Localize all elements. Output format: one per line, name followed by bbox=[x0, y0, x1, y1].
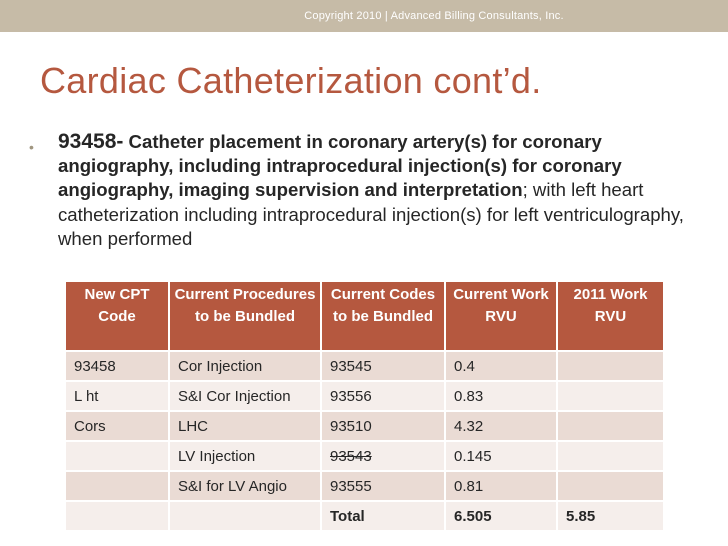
cell-2011-rvu bbox=[557, 441, 663, 471]
total-label: Total bbox=[321, 501, 445, 530]
cell-procedure: S&I Cor Injection bbox=[169, 381, 321, 411]
cell-2011-rvu bbox=[557, 471, 663, 501]
rvu-table bbox=[66, 282, 663, 530]
cell-2011-rvu bbox=[557, 351, 663, 381]
header-current-work-rvu: Current Work RVU bbox=[445, 282, 557, 351]
table-header-row bbox=[66, 282, 663, 351]
bullet-bold-text: Catheter placement in coronary artery(s) for coronary angiography, including intraprocedural injection(s) for coronary angiography, imaging supervision and interpretation bbox=[58, 131, 622, 201]
cpt-code: 93458- bbox=[58, 130, 124, 153]
table-row bbox=[66, 351, 663, 381]
cell-code-struck: 93543 bbox=[321, 441, 445, 471]
table-row bbox=[66, 471, 663, 501]
header-new-cpt-code: New CPT Code bbox=[66, 282, 169, 351]
cell-2011-rvu bbox=[557, 381, 663, 411]
table-row bbox=[66, 441, 663, 471]
total-current-rvu: 6.505 bbox=[445, 501, 557, 530]
cell-procedure: S&I for LV Angio bbox=[169, 471, 321, 501]
table-row bbox=[66, 381, 663, 411]
cell-new-cpt bbox=[66, 471, 169, 501]
cell-2011-rvu bbox=[557, 411, 663, 441]
copyright-text bbox=[0, 0, 728, 32]
cell-code: 93556 bbox=[321, 381, 445, 411]
cell-current-rvu: 0.4 bbox=[445, 351, 557, 381]
cell-procedure: Cor Injection bbox=[169, 351, 321, 381]
header-2011-work-rvu: 2011 Work RVU bbox=[557, 282, 663, 351]
cell-current-rvu: 4.32 bbox=[445, 411, 557, 441]
copyright-label: Copyright 2010 | Advanced Billing Consultants, Inc. bbox=[304, 10, 564, 22]
cell-current-rvu: 0.145 bbox=[445, 441, 557, 471]
table-row bbox=[66, 411, 663, 441]
cell-code: 93510 bbox=[321, 411, 445, 441]
cell-procedure: LV Injection bbox=[169, 441, 321, 471]
slide-title: Cardiac Catheterization cont’d. bbox=[40, 60, 542, 101]
cell-procedure bbox=[169, 501, 321, 530]
cell-new-cpt bbox=[66, 501, 169, 530]
bullet-paragraph bbox=[58, 130, 708, 251]
cell-code: 93555 bbox=[321, 471, 445, 501]
cell-current-rvu: 0.81 bbox=[445, 471, 557, 501]
header-current-procedures: Current Procedures to be Bundled bbox=[169, 282, 321, 351]
cell-new-cpt: Cors bbox=[66, 411, 169, 441]
cell-code: 93545 bbox=[321, 351, 445, 381]
cell-new-cpt: 93458 bbox=[66, 351, 169, 381]
cell-new-cpt: L ht bbox=[66, 381, 169, 411]
cell-procedure: LHC bbox=[169, 411, 321, 441]
cell-current-rvu: 0.83 bbox=[445, 381, 557, 411]
table-total-row bbox=[66, 501, 663, 530]
cell-new-cpt bbox=[66, 441, 169, 471]
bullet-marker-icon: • bbox=[29, 139, 34, 155]
bullet-normal-text: ; with left heart catheterization including intraprocedural injection(s) for left ventriculography, when performed bbox=[58, 179, 684, 249]
total-2011-rvu: 5.85 bbox=[557, 501, 663, 530]
header-current-codes: Current Codes to be Bundled bbox=[321, 282, 445, 351]
